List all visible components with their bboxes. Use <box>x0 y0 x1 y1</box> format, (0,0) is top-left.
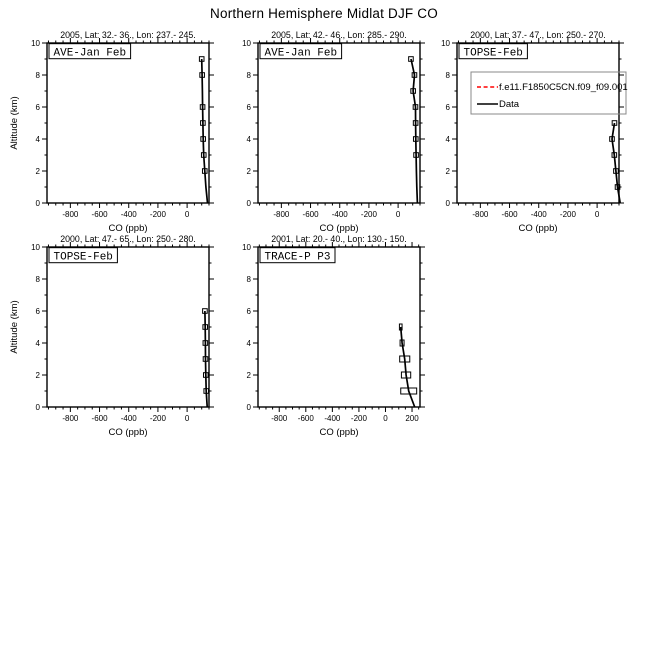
panel-annotation-text: AVE-Jan Feb <box>53 47 127 60</box>
axis-ticks <box>42 242 214 412</box>
data-line <box>205 311 207 407</box>
panel-2 <box>242 30 425 234</box>
panel-title: 2005, Lat: 42.- 46., Lon: 285.- 290. <box>271 30 407 40</box>
x-tick-label: -400 <box>120 210 137 219</box>
x-tick-label: -600 <box>302 210 319 219</box>
y-tick-label: 10 <box>441 38 450 48</box>
y-tick-label: 6 <box>35 102 40 112</box>
y-tick-label: 8 <box>246 70 251 80</box>
panel-annotation-text: TOPSE-Feb <box>463 47 523 60</box>
plot-border <box>258 43 420 203</box>
y-tick-label: 10 <box>31 242 40 252</box>
y-tick-label: 0 <box>246 198 251 208</box>
panel-3 <box>441 30 628 234</box>
x-tick-label: 0 <box>184 414 190 423</box>
data-line <box>411 59 417 203</box>
plot-border <box>47 247 209 407</box>
y-tick-label: 4 <box>35 338 40 348</box>
panel-5 <box>242 234 425 438</box>
x-tick-label: -600 <box>297 414 314 423</box>
data-line <box>202 59 208 203</box>
x-tick-label: -200 <box>149 414 166 423</box>
x-tick-label: -800 <box>62 414 79 423</box>
x-tick-label: -600 <box>501 210 518 219</box>
x-axis-label: CO (ppb) <box>319 427 359 438</box>
y-tick-label: 0 <box>35 198 40 208</box>
y-axis-label: Altitude (km) <box>9 96 20 150</box>
y-tick-label: 8 <box>445 70 450 80</box>
axis-ticks <box>42 38 214 208</box>
panel-annotation <box>260 248 335 264</box>
plot-border <box>457 43 619 203</box>
panel-title: 2001, Lat: 20.- 40., Lon: 130.- 150. <box>271 234 407 244</box>
x-axis-label: CO (ppb) <box>108 223 148 234</box>
y-tick-label: 0 <box>445 198 450 208</box>
y-tick-label: 10 <box>31 38 40 48</box>
plot-border <box>47 43 209 203</box>
x-tick-label: -200 <box>350 414 367 423</box>
x-tick-label: 0 <box>594 210 600 219</box>
x-tick-label: -200 <box>360 210 377 219</box>
y-tick-label: 10 <box>242 242 251 252</box>
panel-4 <box>9 234 214 438</box>
axis-ticks <box>452 38 624 208</box>
axis-ticks <box>253 38 425 208</box>
x-tick-label: -400 <box>530 210 547 219</box>
panel-annotation <box>49 248 117 264</box>
y-tick-label: 2 <box>246 166 251 176</box>
data-line <box>401 327 415 407</box>
legend-entry-label: f.e11.F1850C5CN.f09_f09.001 <box>499 82 628 94</box>
x-tick-label: 0 <box>395 210 401 219</box>
legend-entry-label: Data <box>499 99 520 111</box>
panel-annotation-text: AVE-Jan Feb <box>264 47 338 60</box>
x-tick-label: -200 <box>559 210 576 219</box>
panel-annotation <box>459 44 527 60</box>
y-tick-label: 6 <box>246 306 251 316</box>
panel-title: 2000, Lat: 37.- 47., Lon: 250.- 270. <box>470 30 606 40</box>
x-tick-label: -800 <box>271 414 288 423</box>
x-tick-label: -800 <box>472 210 489 219</box>
y-tick-label: 4 <box>246 338 251 348</box>
panel-annotation <box>49 44 131 60</box>
panel-1 <box>9 30 214 234</box>
y-axis-label: Altitude (km) <box>9 300 20 354</box>
figure-title: Northern Hemisphere Midlat DJF CO <box>210 6 438 21</box>
panel-title: 2005, Lat: 32.- 36., Lon: 237.- 245. <box>60 30 196 40</box>
x-axis-label: CO (ppb) <box>108 427 148 438</box>
y-tick-label: 4 <box>445 134 450 144</box>
panel-annotation-text: TRACE-P P3 <box>264 251 331 264</box>
y-tick-label: 2 <box>445 166 450 176</box>
y-tick-label: 8 <box>246 274 251 284</box>
x-tick-label: 0 <box>184 210 190 219</box>
x-tick-label: 200 <box>405 414 419 423</box>
y-tick-label: 2 <box>35 166 40 176</box>
y-tick-label: 6 <box>445 102 450 112</box>
x-tick-label: -600 <box>91 210 108 219</box>
x-tick-label: -400 <box>324 414 341 423</box>
panel-annotation <box>260 44 342 60</box>
y-tick-label: 0 <box>246 402 251 412</box>
x-tick-label: -400 <box>120 414 137 423</box>
y-tick-label: 2 <box>246 370 251 380</box>
x-tick-label: -600 <box>91 414 108 423</box>
x-tick-label: -800 <box>62 210 79 219</box>
y-tick-label: 4 <box>35 134 40 144</box>
y-tick-label: 10 <box>242 38 251 48</box>
x-tick-label: 0 <box>383 414 388 423</box>
x-axis-label: CO (ppb) <box>518 223 558 234</box>
x-axis-label: CO (ppb) <box>319 223 359 234</box>
y-tick-label: 8 <box>35 70 40 80</box>
panel-title: 2000, Lat: 47.- 65., Lon: 250.- 280. <box>60 234 196 244</box>
y-tick-label: 6 <box>35 306 40 316</box>
x-tick-label: -200 <box>149 210 166 219</box>
plot-border <box>258 247 420 407</box>
x-tick-label: -800 <box>273 210 290 219</box>
legend <box>471 72 628 114</box>
y-tick-label: 4 <box>246 134 251 144</box>
y-tick-label: 6 <box>246 102 251 112</box>
x-tick-label: -400 <box>331 210 348 219</box>
y-tick-label: 2 <box>35 370 40 380</box>
panel-annotation-text: TOPSE-Feb <box>53 251 113 264</box>
y-tick-label: 8 <box>35 274 40 284</box>
y-tick-label: 0 <box>35 402 40 412</box>
